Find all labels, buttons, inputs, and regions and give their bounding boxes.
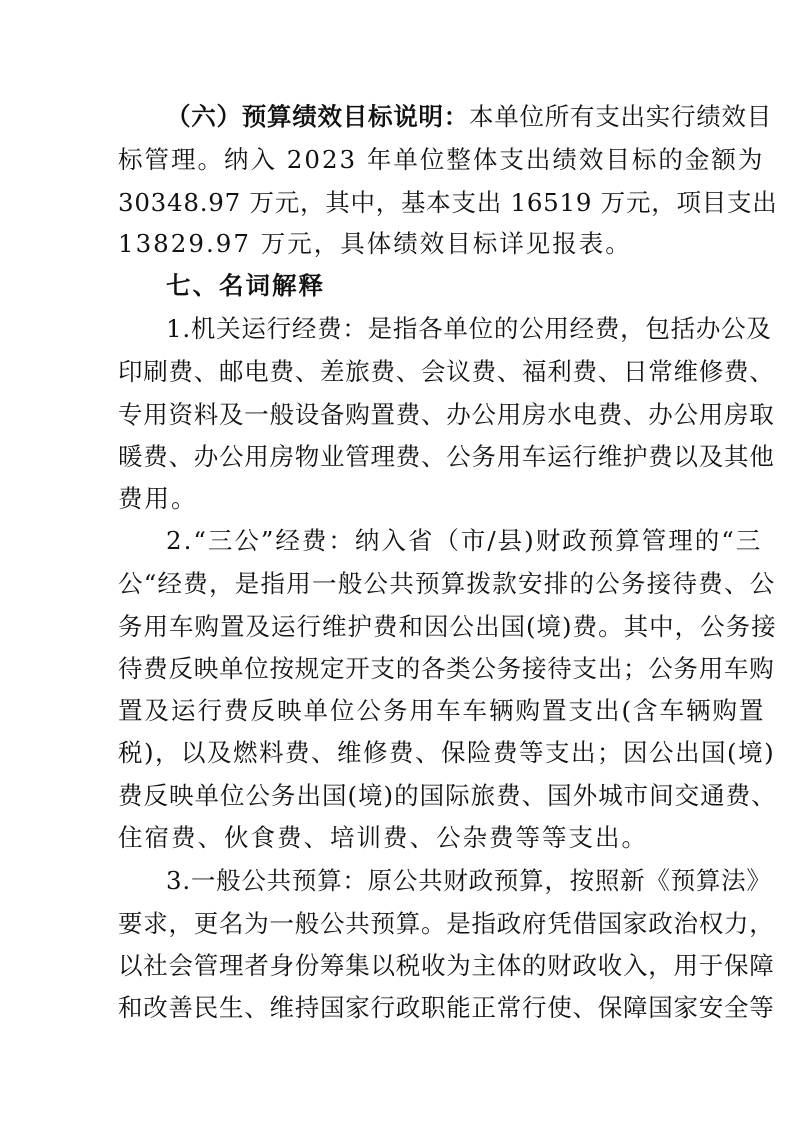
term2-line6: 税)，以及燃料费、维修费、保险费等支出；因公出国(境) bbox=[118, 738, 776, 767]
section6-line2: 标管理。纳入 2023 年单位整体支出绩效目标的金额为 bbox=[118, 145, 765, 174]
term1-line5: 费用。 bbox=[118, 484, 198, 513]
section7-heading: 七、名词解释 bbox=[166, 271, 325, 300]
term2-line3: 务用车购置及运行维护费和因公出国(境)费。其中，公务接 bbox=[118, 612, 777, 641]
term1-line2: 印刷费、邮电费、差旅费、会议费、福利费、日常维修费、 bbox=[118, 357, 775, 386]
term3-line2: 要求，更名为一般公共预算。是指政府凭借国家政治权力， bbox=[118, 909, 775, 938]
section6-line3: 30348.97 万元，其中，基本支出 16519 万元，项目支出 bbox=[118, 188, 778, 217]
section6-line1 bbox=[166, 95, 776, 139]
section6-heading: （六）预算绩效目标说明： bbox=[166, 102, 469, 131]
term3-line1: 3.一般公共预算：原公共财政预算，按照新《预算法》 bbox=[166, 866, 772, 895]
term1-line1: 1.机关运行经费：是指各单位的公用经费，包括办公及 bbox=[166, 314, 772, 343]
term1-line4: 暖费、办公用房物业管理费、公务用车运行维护费以及其他 bbox=[118, 442, 775, 471]
section6-line4: 13829.97 万元，具体绩效目标详见报表。 bbox=[118, 229, 632, 258]
section6-line1-text: 本单位所有支出实行绩效目 bbox=[469, 102, 772, 131]
term3-line4: 和改善民生、维持国家行政职能正常行使、保障国家安全等 bbox=[118, 993, 775, 1022]
term2-line5: 置及运行费反映单位公务用车车辆购置支出(含车辆购置 bbox=[118, 696, 766, 725]
term2-line7: 费反映单位公务出国(境)的国际旅费、国外城市间交通费、 bbox=[118, 781, 777, 810]
term2-line8: 住宿费、伙食费、培训费、公杂费等等支出。 bbox=[118, 823, 648, 852]
term1-line3: 专用资料及一般设备购置费、办公用房水电费、办公用房取 bbox=[118, 400, 775, 429]
term2-line1: 2.“三公”经费：纳入省（市/县)财政预算管理的“三 bbox=[166, 526, 763, 555]
term2-line2: 公“经费，是指用一般公共预算拨款安排的公务接待费、公 bbox=[118, 569, 776, 598]
term3-line3: 以社会管理者身份筹集以税收为主体的财政收入，用于保障 bbox=[118, 951, 775, 980]
term2-line4: 待费反映单位按规定开支的各类公务接待支出；公务用车购 bbox=[118, 654, 775, 683]
